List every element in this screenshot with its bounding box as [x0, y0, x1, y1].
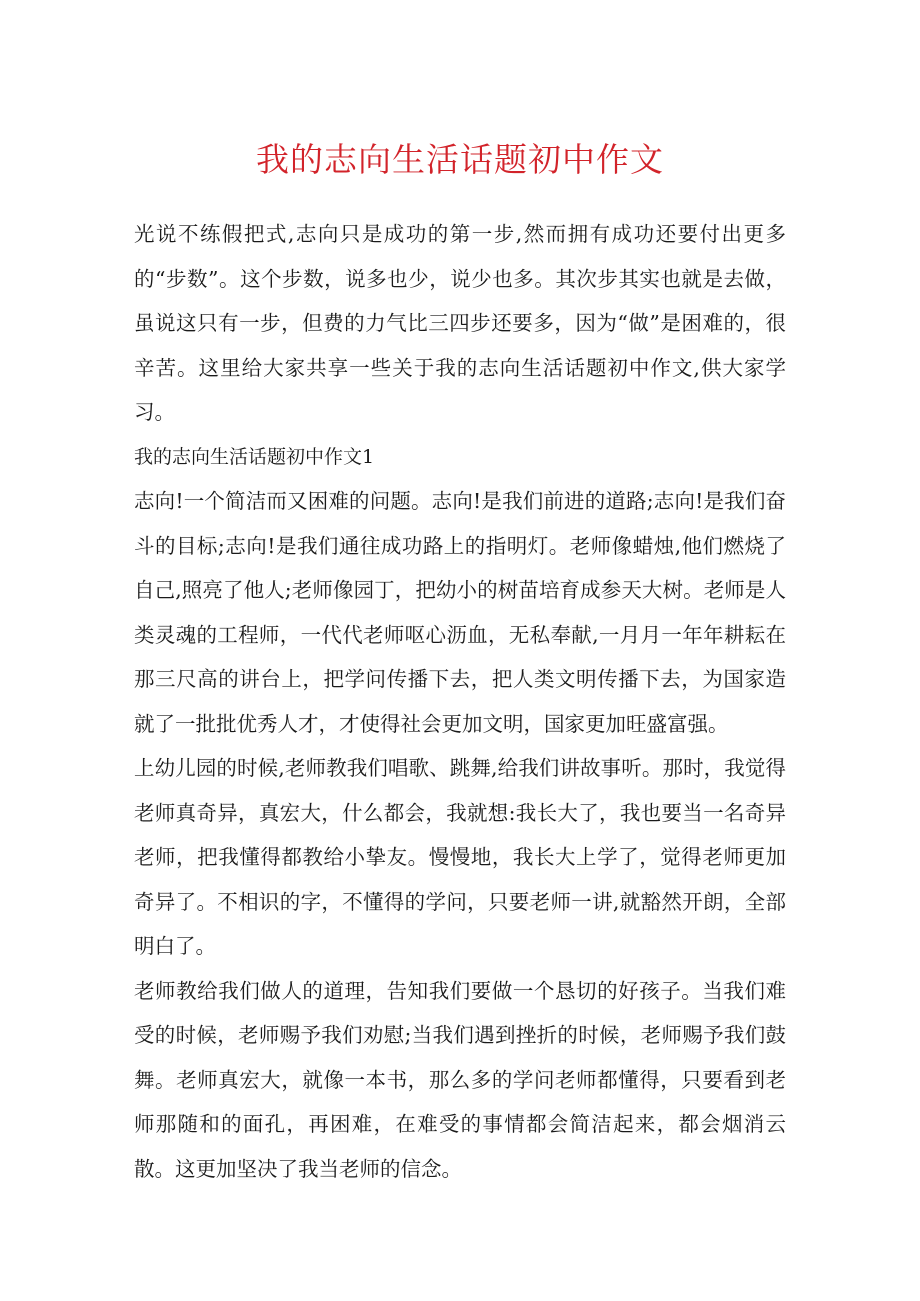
body-paragraph-2: 上幼儿园的时候,老师教我们唱歌、跳舞,给我们讲故事听。那时，我觉得老师真奇异，真宏大，什么都会，我就想:我长大了，我也要当一名奇异老师，把我懂得都教给小挚友。慢慢地，我长大上学了，觉得老师更加奇异了。不相识的字，不懂得的学问，只要老师一讲,就豁然开朗，全部明白了。	[134, 756, 786, 958]
section-heading: 我的志向生活话题初中作文1	[134, 445, 375, 468]
intro-paragraph: 光说不练假把式,志向只是成功的第一步,然而拥有成功还要付出更多的“步数”。这个步数，说多也少，说少也多。其次步其实也就是去做，虽说这只有一步，但费的力气比三四步还要多，因为“做”是困难的，很辛苦。这里给大家共享一些关于我的志向生活话题初中作文,供大家学习。	[134, 222, 786, 424]
body-paragraph-1: 志向!一个简洁而又困难的问题。志向!是我们前进的道路;志向!是我们奋斗的目标;志向!是我们通往成功路上的指明灯。老师像蜡烛,他们燃烧了自己,照亮了他人;老师像园丁，把幼小的树苗培育成参天大树。老师是人类灵魂的工程师，一代代老师呕心沥血，无私奉献,一月月一年年耕耘在那三尺高的讲台上，把学问传播下去，把人类文明传播下去，为国家造就了一批批优秀人才，才使得社会更加文明，国家更加旺盛富强。	[134, 489, 786, 736]
document-title: 我的志向生活话题初中作文	[256, 140, 664, 179]
body-paragraph-3: 老师教给我们做人的道理，告知我们要做一个恳切的好孩子。当我们难受的时候，老师赐予我们劝慰;当我们遇到挫折的时候，老师赐予我们鼓舞。老师真宏大，就像一本书，那么多的学问老师都懂得，只要看到老师那随和的面孔，再困难，在难受的事情都会简洁起来，都会烟消云散。这更加坚决了我当老师的信念。	[134, 978, 786, 1181]
document-body	[134, 212, 786, 1191]
